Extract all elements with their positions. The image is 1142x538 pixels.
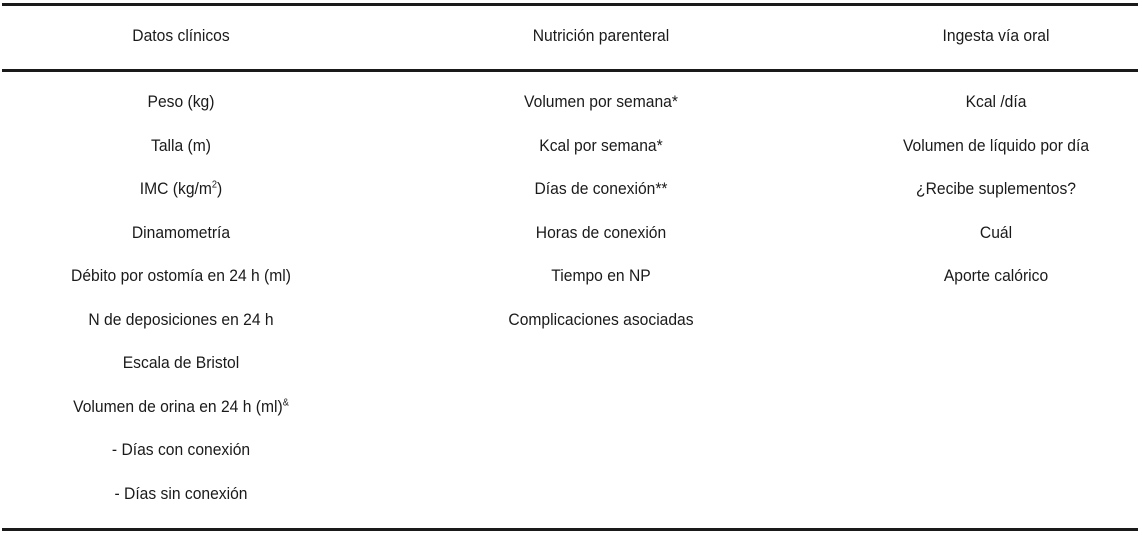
table-cell [436,80,765,124]
clinical-data-table [2,0,1140,538]
table-cell [436,298,765,342]
cell-superscript: & [282,396,289,408]
table-cell [16,211,345,255]
cell-text: Volumen por semana* [524,92,678,111]
cell-text: Débito por ostomía en 24 h (ml) [71,266,291,285]
table-cell [829,80,1142,124]
table-cell [436,124,765,168]
table-cell [436,254,765,298]
cell-text: Días de conexión** [534,179,668,198]
cell-text: Kcal por semana* [539,135,663,155]
cell-text: - Días con conexión [111,440,251,459]
table-cell [829,254,1142,298]
cell-text: Complicaciones asociadas [508,309,694,329]
column-ingesta-via-oral [814,80,1142,298]
cell-text: Horas de conexión [535,222,667,242]
cell-text: Escala de Bristol [122,353,240,372]
cell-text: - Días sin conexión [114,483,248,503]
table-cell [16,80,345,124]
table-cell [16,428,345,472]
table-cell [436,211,765,255]
cell-text: Peso (kg) [147,92,215,111]
cell-text-suffix: ) [217,179,223,198]
table-bottom-rule [2,528,1138,531]
cell-text: Volumen de orina en 24 h (ml) [73,396,283,416]
header-ingesta-via-oral: Ingesta vía oral [942,26,1050,45]
cell-text: Dinamometría [131,222,231,242]
table-cell [16,341,345,385]
column-nutricion-parenteral [422,80,780,341]
table-cell [16,254,345,298]
table-cell [16,167,345,211]
cell-text: Talla (m) [151,135,211,155]
table-header-rule [2,69,1138,72]
cell-text: ¿Recibe suplementos? [916,179,1076,198]
cell-text: Cuál [979,222,1013,242]
cell-superscript: 2 [211,179,218,191]
table-cell [436,167,765,211]
table-cell [829,124,1142,168]
cell-text: Volumen de líquido por día [902,135,1090,155]
table-cell [829,211,1142,255]
cell-text: Aporte calórico [943,266,1049,285]
table-cell [16,385,345,429]
cell-text: N de deposiciones en 24 h [88,309,274,329]
table-cell [16,298,345,342]
header-datos-clinicos: Datos clínicos [132,26,230,45]
header-nutricion-parenteral: Nutrición parenteral [532,26,670,45]
table-header-row [2,6,1138,69]
cell-text: Tiempo en NP [551,266,651,285]
column-datos-clinicos [2,80,360,515]
cell-text: IMC (kg/m [139,179,212,198]
table-cell [829,167,1142,211]
table-cell [16,124,345,168]
table-cell [16,472,345,516]
cell-text: Kcal /día [965,92,1027,111]
